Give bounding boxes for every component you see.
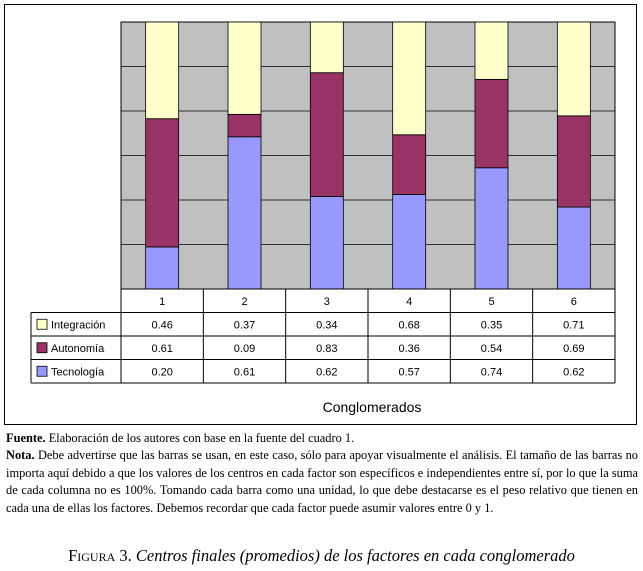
legend-label: Integración [51, 319, 106, 332]
data-value: 0.54 [480, 342, 503, 355]
data-value: 0.20 [151, 366, 173, 379]
data-value: 0.61 [233, 366, 256, 379]
bar-integraci-n-6 [557, 22, 590, 116]
bar-integraci-n-5 [475, 22, 508, 79]
note-label: Nota. [6, 448, 35, 463]
bar-tecnolog-a-5 [475, 168, 508, 289]
category-label: 5 [488, 295, 495, 308]
data-value: 0.46 [151, 319, 173, 332]
data-value: 0.74 [480, 366, 503, 379]
caption-label: Figura 3. [68, 546, 132, 565]
data-value: 0.71 [563, 319, 585, 332]
source-text: Elaboración de los autores con base en la fuente del cuadro 1. [48, 431, 355, 445]
data-value: 0.69 [563, 342, 585, 355]
source-note [6, 430, 638, 447]
bar-autonom-a-2 [228, 114, 261, 136]
bar-tecnolog-a-4 [393, 194, 426, 289]
bar-integraci-n-3 [310, 22, 343, 73]
data-value: 0.09 [233, 342, 256, 355]
legend-swatch [37, 319, 47, 329]
note [6, 447, 638, 517]
category-label: 1 [159, 295, 166, 308]
bar-integraci-n-4 [393, 22, 426, 135]
category-label: 4 [406, 295, 413, 308]
data-value: 0.83 [316, 342, 338, 355]
data-value: 0.61 [151, 342, 173, 355]
bar-autonom-a-3 [310, 73, 343, 197]
chart [5, 5, 638, 426]
bar-autonom-a-1 [146, 119, 179, 247]
legend-swatch [37, 343, 47, 353]
figure-caption [0, 546, 643, 566]
bar-autonom-a-6 [557, 116, 590, 207]
source-label: Fuente. [6, 431, 46, 445]
category-label: 3 [323, 295, 330, 308]
bar-autonom-a-4 [393, 135, 426, 195]
note-text: Debe advertirse que las barras se usan, en este caso, sólo para apoyar visualmente el análisis. El tamaño de las barras no importa aquí debido a que los valores de los centros en cada factor son específicos e independientes entre sí, por lo que la suma de cada columna no es 100%. Tomando cada barra como una unidad, lo que debe destacarse es el peso relativo que tienen en cada una de ellas los factores. Debemos recordar que cada factor puede asumir valores entre 0 y 1. [6, 448, 638, 515]
data-value: 0.62 [316, 366, 338, 379]
data-value: 0.57 [398, 366, 420, 379]
bar-integraci-n-2 [228, 22, 261, 114]
data-value: 0.36 [398, 342, 420, 355]
bar-tecnolog-a-2 [228, 137, 261, 289]
bar-tecnolog-a-1 [146, 247, 179, 289]
data-value: 0.62 [563, 366, 585, 379]
data-value: 0.35 [480, 319, 503, 332]
category-label: 6 [570, 295, 577, 308]
figure-notes [6, 430, 638, 517]
category-label: 2 [241, 295, 248, 308]
data-value: 0.37 [233, 319, 256, 332]
x-axis-label: Conglomerados [322, 399, 422, 415]
caption-text: Centros finales (promedios) de los factores en cada conglomerado [135, 546, 575, 565]
bar-autonom-a-5 [475, 79, 508, 167]
bar-integraci-n-1 [146, 22, 179, 119]
bar-tecnolog-a-6 [557, 207, 590, 289]
legend-label: Tecnología [51, 366, 105, 379]
figure-frame [4, 4, 637, 425]
bar-tecnolog-a-3 [310, 197, 343, 289]
legend-label: Autonomía [51, 342, 105, 355]
data-value: 0.34 [316, 319, 338, 332]
legend-swatch [37, 366, 47, 376]
data-value: 0.68 [398, 319, 420, 332]
